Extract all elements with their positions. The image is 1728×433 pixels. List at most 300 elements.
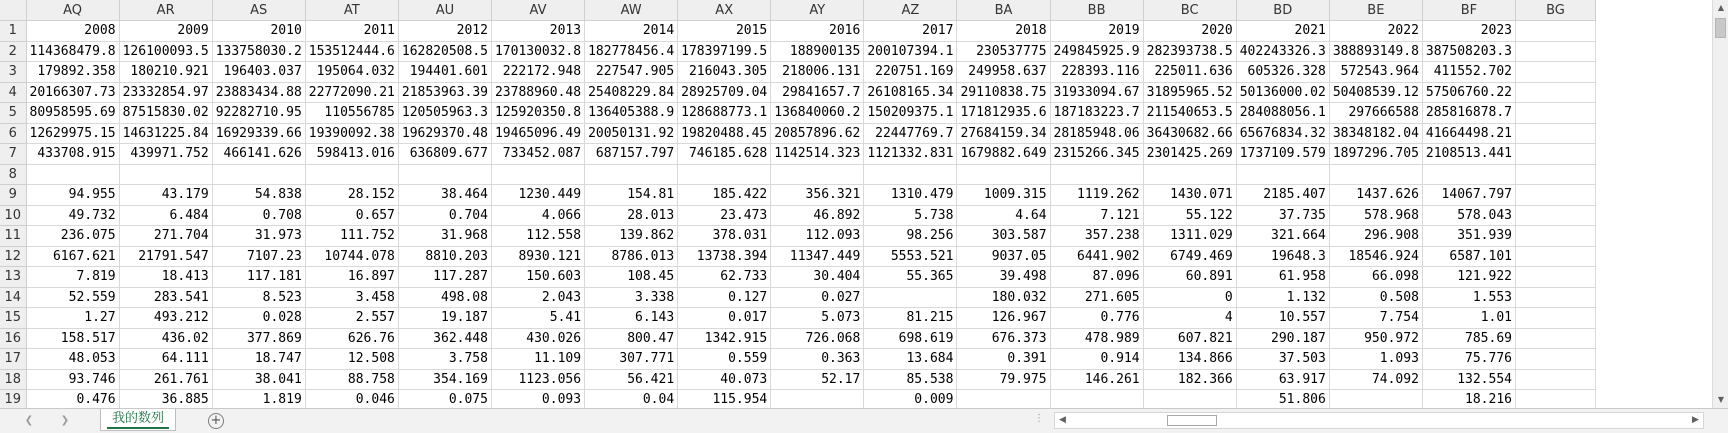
cell[interactable]: 0.075 xyxy=(398,390,491,409)
cell[interactable]: 66.098 xyxy=(1329,267,1422,288)
cell[interactable] xyxy=(1050,164,1143,185)
cell[interactable]: 216043.305 xyxy=(678,62,771,83)
cell[interactable]: 598413.016 xyxy=(305,144,398,165)
row-header[interactable]: 11 xyxy=(0,226,26,247)
cell[interactable]: 50408539.12 xyxy=(1329,82,1422,103)
cell[interactable]: 0.04 xyxy=(585,390,678,409)
cell[interactable]: 5553.521 xyxy=(864,246,957,267)
cell[interactable]: 0.704 xyxy=(398,205,491,226)
vertical-scrollbar[interactable] xyxy=(1712,0,1728,408)
cell[interactable]: 1009.315 xyxy=(957,185,1050,206)
cell[interactable] xyxy=(1516,390,1596,409)
cell[interactable]: 377.869 xyxy=(212,328,305,349)
column-header[interactable]: BA xyxy=(957,0,1050,21)
cell[interactable]: 18546.924 xyxy=(1329,246,1422,267)
cell[interactable]: 0.914 xyxy=(1050,349,1143,370)
cell[interactable]: 117.181 xyxy=(212,267,305,288)
cell[interactable]: 726.068 xyxy=(771,328,864,349)
cell[interactable]: 572543.964 xyxy=(1329,62,1422,83)
cell[interactable] xyxy=(864,287,957,308)
cell[interactable]: 8786.013 xyxy=(585,246,678,267)
cell[interactable]: 387508203.3 xyxy=(1422,41,1515,62)
cell[interactable]: 6.484 xyxy=(119,205,212,226)
cell[interactable]: 180210.921 xyxy=(119,62,212,83)
cell[interactable]: 307.771 xyxy=(585,349,678,370)
cell[interactable]: 733452.087 xyxy=(491,144,584,165)
vertical-scroll-thumb[interactable] xyxy=(1715,18,1726,38)
cell[interactable]: 31933094.67 xyxy=(1050,82,1143,103)
cell[interactable]: 20857896.62 xyxy=(771,123,864,144)
cell[interactable]: 136405388.9 xyxy=(585,103,678,124)
cell[interactable]: 121.922 xyxy=(1422,267,1515,288)
cell[interactable]: 1311.029 xyxy=(1143,226,1236,247)
cell[interactable] xyxy=(1050,390,1143,409)
cell[interactable]: 2008 xyxy=(26,21,119,42)
cell[interactable]: 128688773.1 xyxy=(678,103,771,124)
cell[interactable]: 436.02 xyxy=(119,328,212,349)
row-header[interactable]: 5 xyxy=(0,103,26,124)
cell[interactable]: 321.664 xyxy=(1236,226,1329,247)
cell[interactable]: 125920350.8 xyxy=(491,103,584,124)
cell[interactable] xyxy=(771,390,864,409)
cell[interactable] xyxy=(491,164,584,185)
cell[interactable]: 114368479.8 xyxy=(26,41,119,62)
cell[interactable]: 154.81 xyxy=(585,185,678,206)
cell[interactable] xyxy=(212,164,305,185)
cell[interactable]: 1142514.323 xyxy=(771,144,864,165)
tab-scroll-left-icon[interactable]: ❮ xyxy=(24,415,34,426)
cell[interactable]: 1.819 xyxy=(212,390,305,409)
cell[interactable]: 30.404 xyxy=(771,267,864,288)
cell[interactable]: 50136000.02 xyxy=(1236,82,1329,103)
cell[interactable]: 0.508 xyxy=(1329,287,1422,308)
cell[interactable]: 41664498.21 xyxy=(1422,123,1515,144)
cell[interactable]: 134.866 xyxy=(1143,349,1236,370)
cell[interactable]: 52.17 xyxy=(771,369,864,390)
cell[interactable]: 2009 xyxy=(119,21,212,42)
cell[interactable] xyxy=(398,164,491,185)
cell[interactable]: 283.541 xyxy=(119,287,212,308)
cell[interactable]: 1.553 xyxy=(1422,287,1515,308)
cell[interactable]: 498.08 xyxy=(398,287,491,308)
cell[interactable]: 98.256 xyxy=(864,226,957,247)
cell[interactable]: 54.838 xyxy=(212,185,305,206)
cell[interactable]: 21853963.39 xyxy=(398,82,491,103)
cell[interactable]: 46.892 xyxy=(771,205,864,226)
cell[interactable]: 56.421 xyxy=(585,369,678,390)
cell[interactable] xyxy=(771,164,864,185)
cell[interactable]: 296.908 xyxy=(1329,226,1422,247)
cell[interactable]: 178397199.5 xyxy=(678,41,771,62)
cell[interactable] xyxy=(1422,164,1515,185)
cell[interactable] xyxy=(1329,164,1422,185)
cell[interactable]: 439971.752 xyxy=(119,144,212,165)
scroll-left-arrow-icon[interactable]: ◀ xyxy=(1059,415,1066,425)
cell[interactable]: 2012 xyxy=(398,21,491,42)
cell[interactable]: 37.503 xyxy=(1236,349,1329,370)
cell[interactable]: 25408229.84 xyxy=(585,82,678,103)
cell[interactable] xyxy=(119,164,212,185)
column-header[interactable]: BE xyxy=(1329,0,1422,21)
cell[interactable]: 170130032.8 xyxy=(491,41,584,62)
cell[interactable]: 1123.056 xyxy=(491,369,584,390)
cell[interactable]: 7.754 xyxy=(1329,308,1422,329)
cell[interactable]: 6749.469 xyxy=(1143,246,1236,267)
cell[interactable]: 115.954 xyxy=(678,390,771,409)
cell[interactable]: 87515830.02 xyxy=(119,103,212,124)
cell[interactable] xyxy=(957,164,1050,185)
column-header[interactable]: BC xyxy=(1143,0,1236,21)
cell[interactable] xyxy=(1236,164,1329,185)
cell[interactable]: 31895965.52 xyxy=(1143,82,1236,103)
cell[interactable]: 28.152 xyxy=(305,185,398,206)
column-header[interactable]: AW xyxy=(585,0,678,21)
cell[interactable]: 1897296.705 xyxy=(1329,144,1422,165)
cell[interactable]: 5.073 xyxy=(771,308,864,329)
cell[interactable]: 466141.626 xyxy=(212,144,305,165)
cell[interactable]: 75.776 xyxy=(1422,349,1515,370)
cell[interactable]: 800.47 xyxy=(585,328,678,349)
cell[interactable]: 0.776 xyxy=(1050,308,1143,329)
cell[interactable]: 5.738 xyxy=(864,205,957,226)
cell[interactable]: 38348182.04 xyxy=(1329,123,1422,144)
cell[interactable]: 493.212 xyxy=(119,308,212,329)
cell[interactable]: 303.587 xyxy=(957,226,1050,247)
cell[interactable] xyxy=(1516,328,1596,349)
cell[interactable]: 7.819 xyxy=(26,267,119,288)
cell[interactable]: 112.093 xyxy=(771,226,864,247)
cell[interactable]: 0.476 xyxy=(26,390,119,409)
cell[interactable]: 2018 xyxy=(957,21,1050,42)
cell[interactable]: 211540653.5 xyxy=(1143,103,1236,124)
cell[interactable]: 430.026 xyxy=(491,328,584,349)
cell[interactable] xyxy=(1516,349,1596,370)
cell[interactable]: 19629370.48 xyxy=(398,123,491,144)
cell[interactable]: 2185.407 xyxy=(1236,185,1329,206)
cell[interactable]: 1.01 xyxy=(1422,308,1515,329)
column-header[interactable]: AY xyxy=(771,0,864,21)
cell[interactable]: 43.179 xyxy=(119,185,212,206)
cell[interactable]: 126.967 xyxy=(957,308,1050,329)
cell[interactable] xyxy=(1516,287,1596,308)
cell[interactable]: 282393738.5 xyxy=(1143,41,1236,62)
cell[interactable]: 3.338 xyxy=(585,287,678,308)
cell[interactable]: 9037.05 xyxy=(957,246,1050,267)
cell[interactable]: 40.073 xyxy=(678,369,771,390)
cell[interactable]: 19820488.45 xyxy=(678,123,771,144)
cell[interactable]: 187183223.7 xyxy=(1050,103,1143,124)
cell[interactable]: 14067.797 xyxy=(1422,185,1515,206)
cell[interactable]: 230537775 xyxy=(957,41,1050,62)
cell[interactable]: 57506760.22 xyxy=(1422,82,1515,103)
cell[interactable]: 7.121 xyxy=(1050,205,1143,226)
horizontal-scrollbar[interactable] xyxy=(1054,412,1704,429)
cell[interactable]: 87.096 xyxy=(1050,267,1143,288)
cell[interactable]: 2014 xyxy=(585,21,678,42)
cell[interactable]: 38.041 xyxy=(212,369,305,390)
cell[interactable] xyxy=(1516,205,1596,226)
row-header[interactable]: 4 xyxy=(0,82,26,103)
cell[interactable]: 2108513.441 xyxy=(1422,144,1515,165)
cell[interactable] xyxy=(1516,308,1596,329)
cell[interactable]: 0.127 xyxy=(678,287,771,308)
cell[interactable]: 200107394.1 xyxy=(864,41,957,62)
cell[interactable]: 12.508 xyxy=(305,349,398,370)
cell[interactable]: 28.013 xyxy=(585,205,678,226)
cell[interactable]: 51.806 xyxy=(1236,390,1329,409)
cell[interactable]: 218006.131 xyxy=(771,62,864,83)
cell[interactable]: 5.41 xyxy=(491,308,584,329)
row-header[interactable]: 7 xyxy=(0,144,26,165)
row-header[interactable]: 16 xyxy=(0,328,26,349)
cell[interactable]: 1.093 xyxy=(1329,349,1422,370)
row-header[interactable]: 17 xyxy=(0,349,26,370)
cell[interactable]: 37.735 xyxy=(1236,205,1329,226)
cell[interactable]: 411552.702 xyxy=(1422,62,1515,83)
cell[interactable]: 80958595.69 xyxy=(26,103,119,124)
cell[interactable]: 55.365 xyxy=(864,267,957,288)
cell[interactable]: 64.111 xyxy=(119,349,212,370)
column-header[interactable]: AX xyxy=(678,0,771,21)
cell[interactable]: 3.758 xyxy=(398,349,491,370)
cell[interactable] xyxy=(1516,103,1596,124)
cell[interactable]: 0.009 xyxy=(864,390,957,409)
row-header[interactable]: 10 xyxy=(0,205,26,226)
cell[interactable] xyxy=(585,164,678,185)
cell[interactable]: 2022 xyxy=(1329,21,1422,42)
cell[interactable]: 36430682.66 xyxy=(1143,123,1236,144)
cell[interactable]: 6.143 xyxy=(585,308,678,329)
cell[interactable]: 228393.116 xyxy=(1050,62,1143,83)
row-header[interactable]: 12 xyxy=(0,246,26,267)
cell[interactable]: 31.973 xyxy=(212,226,305,247)
cell[interactable]: 117.287 xyxy=(398,267,491,288)
column-header[interactable]: AS xyxy=(212,0,305,21)
cell[interactable]: 1119.262 xyxy=(1050,185,1143,206)
row-header[interactable]: 15 xyxy=(0,308,26,329)
cell[interactable]: 354.169 xyxy=(398,369,491,390)
cell[interactable]: 182.366 xyxy=(1143,369,1236,390)
cell[interactable]: 180.032 xyxy=(957,287,1050,308)
cell[interactable]: 578.968 xyxy=(1329,205,1422,226)
cell[interactable]: 297666588 xyxy=(1329,103,1422,124)
cell[interactable]: 179892.358 xyxy=(26,62,119,83)
cell[interactable]: 182778456.4 xyxy=(585,41,678,62)
cell[interactable]: 18.413 xyxy=(119,267,212,288)
cell[interactable]: 188900135 xyxy=(771,41,864,62)
cell[interactable]: 26108165.34 xyxy=(864,82,957,103)
horizontal-scroll-thumb[interactable] xyxy=(1167,415,1217,426)
cell[interactable]: 10744.078 xyxy=(305,246,398,267)
add-sheet-icon[interactable]: + xyxy=(208,413,224,429)
sheet-tab-active[interactable] xyxy=(100,409,176,431)
cell[interactable]: 19.187 xyxy=(398,308,491,329)
cell[interactable]: 687157.797 xyxy=(585,144,678,165)
cell[interactable]: 1342.915 xyxy=(678,328,771,349)
cell[interactable]: 52.559 xyxy=(26,287,119,308)
cell[interactable]: 48.053 xyxy=(26,349,119,370)
cell[interactable]: 2011 xyxy=(305,21,398,42)
cell[interactable]: 676.373 xyxy=(957,328,1050,349)
cell[interactable]: 88.758 xyxy=(305,369,398,390)
column-header[interactable]: AT xyxy=(305,0,398,21)
cell[interactable]: 3.458 xyxy=(305,287,398,308)
cell[interactable]: 6167.621 xyxy=(26,246,119,267)
cell[interactable]: 10.557 xyxy=(1236,308,1329,329)
cell[interactable]: 285816878.7 xyxy=(1422,103,1515,124)
cell[interactable]: 0.363 xyxy=(771,349,864,370)
cell[interactable] xyxy=(1516,226,1596,247)
column-header[interactable]: BF xyxy=(1422,0,1515,21)
cell[interactable] xyxy=(1143,164,1236,185)
cell[interactable]: 1437.626 xyxy=(1329,185,1422,206)
cell[interactable]: 1679882.649 xyxy=(957,144,1050,165)
cell[interactable]: 79.975 xyxy=(957,369,1050,390)
cell[interactable]: 6587.101 xyxy=(1422,246,1515,267)
cell[interactable]: 356.321 xyxy=(771,185,864,206)
cell[interactable] xyxy=(1516,185,1596,206)
column-header[interactable]: AZ xyxy=(864,0,957,21)
cell[interactable]: 746185.628 xyxy=(678,144,771,165)
cell[interactable]: 362.448 xyxy=(398,328,491,349)
cell[interactable]: 8810.203 xyxy=(398,246,491,267)
cell[interactable]: 94.955 xyxy=(26,185,119,206)
cell[interactable]: 2315266.345 xyxy=(1050,144,1143,165)
cell[interactable]: 698.619 xyxy=(864,328,957,349)
row-header[interactable]: 14 xyxy=(0,287,26,308)
cell[interactable]: 11.109 xyxy=(491,349,584,370)
select-all-corner[interactable] xyxy=(0,0,26,21)
cell[interactable]: 227547.905 xyxy=(585,62,678,83)
cell[interactable]: 0.046 xyxy=(305,390,398,409)
cell[interactable]: 222172.948 xyxy=(491,62,584,83)
column-header[interactable]: BD xyxy=(1236,0,1329,21)
cell[interactable]: 636809.677 xyxy=(398,144,491,165)
cell[interactable]: 7107.23 xyxy=(212,246,305,267)
row-header[interactable]: 3 xyxy=(0,62,26,83)
cell[interactable]: 23883434.88 xyxy=(212,82,305,103)
cell[interactable]: 261.761 xyxy=(119,369,212,390)
cell[interactable]: 357.238 xyxy=(1050,226,1143,247)
column-header[interactable]: AR xyxy=(119,0,212,21)
cell[interactable]: 12629975.15 xyxy=(26,123,119,144)
cell[interactable]: 0.391 xyxy=(957,349,1050,370)
column-header[interactable]: BB xyxy=(1050,0,1143,21)
cell[interactable]: 351.939 xyxy=(1422,226,1515,247)
ellipsis-icon[interactable]: ⋮ xyxy=(1034,413,1045,424)
cell[interactable]: 16929339.66 xyxy=(212,123,305,144)
cell[interactable]: 378.031 xyxy=(678,226,771,247)
cell[interactable]: 158.517 xyxy=(26,328,119,349)
cell[interactable]: 150209375.1 xyxy=(864,103,957,124)
cell[interactable]: 607.821 xyxy=(1143,328,1236,349)
cell[interactable]: 162820508.5 xyxy=(398,41,491,62)
cell[interactable]: 126100093.5 xyxy=(119,41,212,62)
cell[interactable]: 2015 xyxy=(678,21,771,42)
cell[interactable]: 28185948.06 xyxy=(1050,123,1143,144)
cell[interactable]: 194401.601 xyxy=(398,62,491,83)
cell[interactable]: 28925709.04 xyxy=(678,82,771,103)
cell[interactable]: 225011.636 xyxy=(1143,62,1236,83)
cell[interactable]: 785.69 xyxy=(1422,328,1515,349)
cell[interactable]: 271.704 xyxy=(119,226,212,247)
cell[interactable] xyxy=(26,164,119,185)
cell[interactable]: 6441.902 xyxy=(1050,246,1143,267)
cell[interactable] xyxy=(1329,390,1422,409)
row-header[interactable]: 1 xyxy=(0,21,26,42)
cell[interactable]: 402243326.3 xyxy=(1236,41,1329,62)
cell[interactable] xyxy=(1516,123,1596,144)
cell[interactable]: 478.989 xyxy=(1050,328,1143,349)
cell[interactable]: 92282710.95 xyxy=(212,103,305,124)
cell[interactable] xyxy=(678,164,771,185)
cell[interactable] xyxy=(1516,267,1596,288)
cell[interactable]: 62.733 xyxy=(678,267,771,288)
cell[interactable] xyxy=(1516,82,1596,103)
cell[interactable]: 171812935.6 xyxy=(957,103,1050,124)
cell[interactable]: 605326.328 xyxy=(1236,62,1329,83)
scroll-right-arrow-icon[interactable]: ▶ xyxy=(1692,415,1699,425)
cell[interactable]: 93.746 xyxy=(26,369,119,390)
cell[interactable]: 110556785 xyxy=(305,103,398,124)
cell[interactable]: 85.538 xyxy=(864,369,957,390)
cell[interactable] xyxy=(1516,369,1596,390)
cell[interactable] xyxy=(1143,390,1236,409)
cell[interactable]: 271.605 xyxy=(1050,287,1143,308)
cell[interactable]: 626.76 xyxy=(305,328,398,349)
cell[interactable]: 2010 xyxy=(212,21,305,42)
cell[interactable]: 112.558 xyxy=(491,226,584,247)
cell[interactable]: 1430.071 xyxy=(1143,185,1236,206)
cell[interactable]: 74.092 xyxy=(1329,369,1422,390)
cell[interactable]: 139.862 xyxy=(585,226,678,247)
cell[interactable]: 22447769.7 xyxy=(864,123,957,144)
cell[interactable]: 61.958 xyxy=(1236,267,1329,288)
cell[interactable]: 433708.915 xyxy=(26,144,119,165)
cell[interactable]: 0.559 xyxy=(678,349,771,370)
cell[interactable] xyxy=(1516,21,1596,42)
cell[interactable]: 196403.037 xyxy=(212,62,305,83)
cell[interactable]: 19390092.38 xyxy=(305,123,398,144)
cell[interactable]: 81.215 xyxy=(864,308,957,329)
row-header[interactable]: 13 xyxy=(0,267,26,288)
cell[interactable]: 29841657.7 xyxy=(771,82,864,103)
cell[interactable]: 1310.479 xyxy=(864,185,957,206)
cell[interactable]: 150.603 xyxy=(491,267,584,288)
cell[interactable]: 2017 xyxy=(864,21,957,42)
cell[interactable]: 13.684 xyxy=(864,349,957,370)
row-header[interactable]: 6 xyxy=(0,123,26,144)
row-header[interactable]: 18 xyxy=(0,369,26,390)
row-header[interactable]: 19 xyxy=(0,390,26,409)
cell[interactable]: 108.45 xyxy=(585,267,678,288)
cell[interactable]: 0.017 xyxy=(678,308,771,329)
cell[interactable]: 0.028 xyxy=(212,308,305,329)
cell[interactable]: 8930.121 xyxy=(491,246,584,267)
cell[interactable]: 55.122 xyxy=(1143,205,1236,226)
row-header[interactable]: 2 xyxy=(0,41,26,62)
cell[interactable]: 220751.169 xyxy=(864,62,957,83)
scroll-down-arrow-icon[interactable]: ▼ xyxy=(1717,395,1725,404)
cell[interactable]: 249958.637 xyxy=(957,62,1050,83)
cell[interactable]: 18.216 xyxy=(1422,390,1515,409)
cell[interactable]: 14631225.84 xyxy=(119,123,212,144)
cell[interactable]: 16.897 xyxy=(305,267,398,288)
row-header[interactable]: 9 xyxy=(0,185,26,206)
cell[interactable]: 0.027 xyxy=(771,287,864,308)
cell[interactable]: 29110838.75 xyxy=(957,82,1050,103)
column-header[interactable]: AQ xyxy=(26,0,119,21)
